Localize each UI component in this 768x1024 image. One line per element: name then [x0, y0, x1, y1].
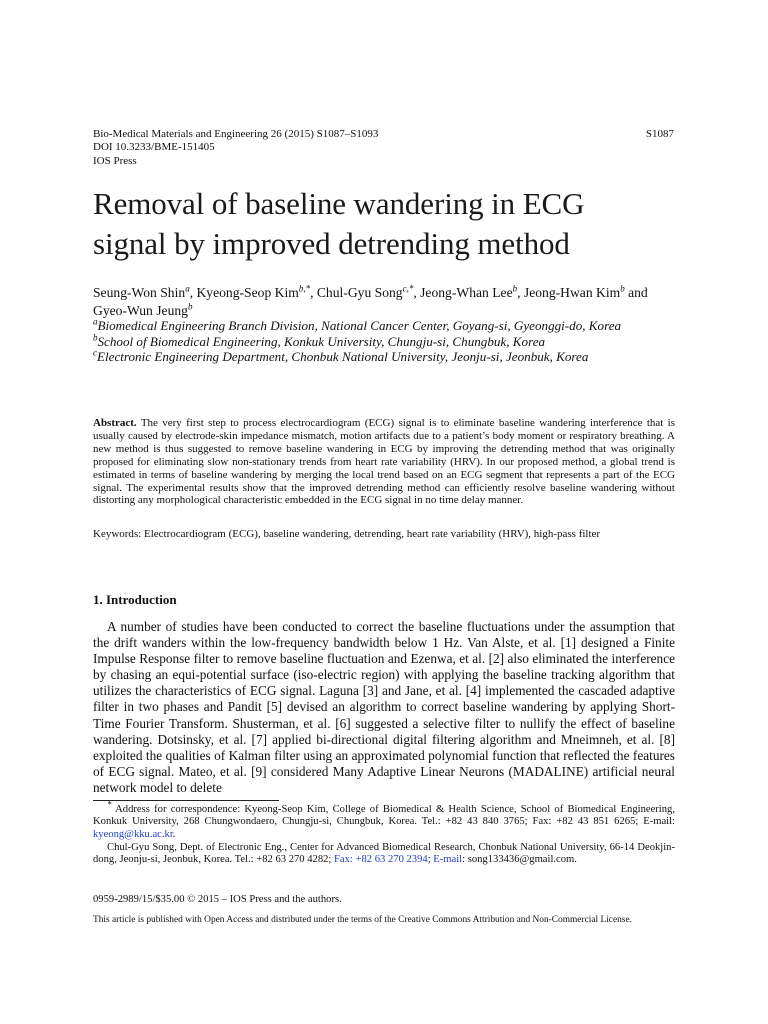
affiliation: $^c$Electronic Engineering Department, Chonbuk National University, Jeonju-si, Jeonbuk, Korea [93, 347, 589, 364]
author-sup: b [620, 283, 625, 294]
author-name: Jeong-Whan Lee [420, 285, 513, 300]
author-sup: b,* [298, 283, 311, 294]
footnote-rule [93, 800, 279, 801]
section-heading: 1. Introduction [93, 592, 177, 607]
author-sup: b [512, 283, 518, 294]
fax-link[interactable]: Fax: +82 63 270 2394 [334, 854, 428, 866]
journal-citation: Bio-Medical Materials and Engineering 26 (2015) S1087–S1093 [93, 128, 379, 140]
author-sup: c,* [402, 283, 414, 294]
author-name: Kyeong-Seop Kim [196, 285, 299, 300]
copyright: 0959-2989/15/$35.00 © 2015 – IOS Press and the authors. [93, 894, 342, 905]
affiliations [93, 318, 683, 365]
email-label[interactable]: E-mail [433, 854, 463, 866]
affiliation: $^a$Biomedical Engineering Branch Division, National Cancer Center, Goyang-si, Gyeonggi-do, Korea [93, 316, 622, 333]
affiliation: $^b$School of Biomedical Engineering, Konkuk University, Chungju-si, Chungbuk, Korea [93, 332, 546, 349]
footnote-coauthor: Chul-Gyu Song, Dept. of Electronic Eng., Center for Advanced Biomedical Research, Chonbuk National University, 66-14 Deokjin-dong, Jeonju-si, Jeonbuk, Korea. Tel.: +82 63 270 4282; Fax: +82 63 270 2394; E-mail: song133436@gmail.com. [93, 842, 675, 866]
email-link[interactable]: kyeong@kku.ac.kr [93, 828, 173, 840]
page-number: S1087 [645, 128, 674, 140]
abstract [93, 417, 675, 507]
author-list: Seung-Won Shin$^a$, Kyeong-Seop Kim$^{b,*}$, Chul-Gyu Song$^{c,*}$, Jeong-Whan Lee$^b$, Jeong-Hwan Kim$^b$ and Gyeo-Wun Jeung$^b$ [93, 283, 648, 318]
abstract-label: Abstract. [93, 417, 137, 429]
doi: DOI 10.3233/BME-151405 [93, 141, 215, 154]
title-line-2: signal by improved detrending method [93, 226, 570, 261]
author-sup: b [187, 301, 193, 312]
footnote-correspondence: * Address for correspondence: Kyeong-Seop Kim, College of Biomedical & Health Science, School of Biomedical Engineering, Konkuk University, 268 Chungwondaero, Chungju-si, Chungbuk, Korea. Tel.: +82 43 840 3765; Fax: +82 43 851 6265; E-mail: kyeong@kku.ac.kr. [93, 799, 675, 840]
license-notice: This article is published with Open Access and distributed under the terms of the Creative Commons Attribution and Non-Commercial License. [93, 915, 632, 925]
author-name: Gyeo-Wun Jeung [93, 303, 188, 318]
title-line-1: Removal of baseline wandering in ECG [93, 186, 585, 221]
intro-paragraph: A number of studies have been conducted to correct the baseline fluctuations under the assumption that the drift wanders within the low-frequency bandwidth below 1 Hz. Van Alste, et al. [1] designed a Finite Impulse Response filter to remove baseline fluctuation and Ezenwa, et al. [2] also eliminated the interference by chasing an equi-potential surface (iso-electric region) with applying the baseline tracking algorithm that utilizes the characteristics of ECG signal. Laguna [3] and Jane, et al. [4] implemented the cascaded adaptive filter in two phases and Pandit [5] devised an algorithm to correct baseline wandering by applying Short-Time Fourier Transform. Shusterman, et al. [6] suggested a selective filter to nullify the effect of baseline wandering. Dotsinsky, et al. [7] applied bi-directional digital filtering algorithm and Mneimneh, et al. [8] exploited the qualities of Kalman filter using an approximated polynomial function that reflected the features of ECG signal. Mateo, et al. [9] considered Many Adaptive Linear Neurons (MADALINE) artificial neural network model to delete [93, 619, 675, 795]
author-name: Jeong-Hwan Kim [523, 285, 621, 300]
author-name: Seung-Won Shin [93, 285, 186, 300]
keywords: Keywords: Electrocardiogram (ECG), baseline wandering, detrending, heart rate variability (HRV), high-pass filter [93, 528, 601, 540]
footnote-mark: * [107, 799, 112, 810]
author-name: Chul-Gyu Song [316, 285, 403, 300]
publisher: IOS Press [93, 154, 137, 167]
author-sup: a [185, 283, 190, 294]
abstract-text: The very first step to process electrocardiogram (ECG) signal is to eliminate baseline wandering interference that is usually caused by electrode-skin impedance mismatch, motion artifacts due to a patient’s body moment or respiratory breathing. A new method is thus suggested to remove baseline wandering in ECG by improving the detrending method that was originally proposed for eliminating slow non-stationary trends from heart rate variability (HRV). In our proposed method, a global trend is estimated in terms of baseline wandering by merging the local trend based on an ECG segment that represents a part of the ECG signal. The experimental results show that the improved detrending method can efficiently resolve baseline wandering without distorting any morphological characteristic embedded in the ECG signal in no time delay manner. [93, 417, 675, 507]
journal-header [93, 128, 378, 168]
paper-title [93, 184, 584, 264]
